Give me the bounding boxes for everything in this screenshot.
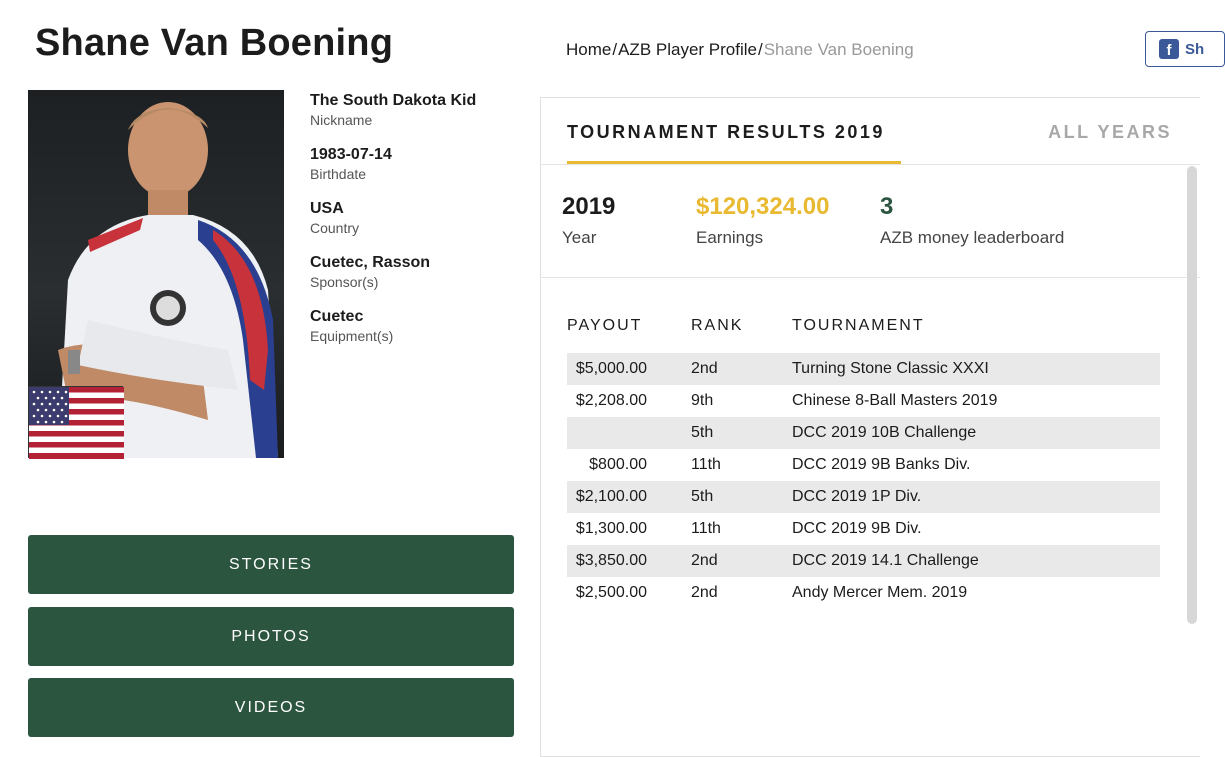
usa-flag-icon xyxy=(28,386,123,458)
row-tournament[interactable]: DCC 2019 9B Banks Div. xyxy=(792,456,971,473)
row-rank: 9th xyxy=(691,392,714,409)
row-spacer xyxy=(647,485,691,509)
row-tournament[interactable]: DCC 2019 14.1 Challenge xyxy=(792,552,979,569)
breadcrumb-separator: / xyxy=(757,40,763,59)
row-spacer xyxy=(647,389,691,413)
results-table xyxy=(567,298,1160,609)
stories-button[interactable]: STORIES xyxy=(28,535,514,594)
info-equipment xyxy=(310,306,530,346)
stat-label: Year xyxy=(562,228,597,247)
info-value: Cuetec, Rasson xyxy=(310,254,431,271)
header-tournament: TOURNAMENT xyxy=(792,316,925,334)
row-spacer xyxy=(647,421,691,445)
row-tournament[interactable]: DCC 2019 10B Challenge xyxy=(792,424,977,441)
row-tournament[interactable]: DCC 2019 9B Div. xyxy=(792,520,922,537)
videos-button[interactable]: VIDEOS xyxy=(28,678,514,737)
table-row xyxy=(567,449,1160,481)
table-row xyxy=(567,545,1160,577)
table-row xyxy=(567,385,1160,417)
share-label: Sh xyxy=(1185,40,1205,58)
info-country xyxy=(310,198,530,238)
breadcrumb xyxy=(566,40,914,60)
info-birthdate xyxy=(310,144,530,184)
table-row xyxy=(567,513,1160,545)
row-payout: $800.00 xyxy=(589,456,647,473)
stat-label: Earnings xyxy=(696,228,764,247)
table-row xyxy=(567,353,1160,385)
breadcrumb-separator: / xyxy=(612,40,618,59)
info-label: Equipment(s) xyxy=(310,328,394,344)
row-tournament[interactable]: Andy Mercer Mem. 2019 xyxy=(792,584,968,601)
info-label: Sponsor(s) xyxy=(310,274,379,290)
row-rank: 11th xyxy=(691,520,721,537)
tab-results-2019[interactable]: TOURNAMENT RESULTS 2019 xyxy=(567,122,885,142)
stat-year xyxy=(562,192,615,248)
tournament-results-panel xyxy=(540,97,1200,757)
info-label: Nickname xyxy=(310,112,373,128)
player-name: Shane Van Boening xyxy=(35,22,394,64)
player-info xyxy=(310,90,530,360)
row-payout: $5,000.00 xyxy=(575,360,647,377)
row-rank: 5th xyxy=(691,424,714,441)
info-sponsors xyxy=(310,252,530,292)
facebook-share-button[interactable] xyxy=(1145,31,1225,67)
results-summary xyxy=(541,165,1200,278)
row-spacer xyxy=(647,453,691,477)
active-tab-indicator xyxy=(567,161,901,164)
stat-value: $120,324.00 xyxy=(696,193,830,220)
info-value: The South Dakota Kid xyxy=(310,92,477,109)
stat-label: AZB money leaderboard xyxy=(880,228,1065,247)
row-payout: $2,208.00 xyxy=(575,392,647,409)
stat-value: 3 xyxy=(880,193,894,220)
table-row xyxy=(567,417,1160,449)
row-tournament[interactable]: Chinese 8-Ball Masters 2019 xyxy=(792,392,998,409)
breadcrumb-section[interactable]: AZB Player Profile xyxy=(618,40,757,59)
info-label: Birthdate xyxy=(310,166,367,182)
breadcrumb-home[interactable]: Home xyxy=(566,40,612,59)
stat-leaderboard xyxy=(880,192,1064,248)
row-spacer xyxy=(647,357,691,381)
row-rank: 2nd xyxy=(691,552,718,569)
row-tournament[interactable]: DCC 2019 1P Div. xyxy=(792,488,922,505)
row-spacer xyxy=(647,517,691,541)
row-rank: 2nd xyxy=(691,584,718,601)
table-row xyxy=(567,577,1160,609)
row-payout: $3,850.00 xyxy=(575,552,647,569)
photos-button[interactable]: PHOTOS xyxy=(28,607,514,666)
results-rows xyxy=(567,353,1160,609)
row-payout: $1,300.00 xyxy=(575,520,647,537)
tab-all-years[interactable]: ALL YEARS xyxy=(1048,122,1172,142)
info-value: 1983-07-14 xyxy=(310,146,392,163)
row-spacer xyxy=(647,581,691,605)
info-value: Cuetec xyxy=(310,308,364,325)
breadcrumb-current: Shane Van Boening xyxy=(763,40,914,59)
stat-value: 2019 xyxy=(562,193,616,220)
results-tabs xyxy=(541,98,1200,165)
row-rank: 11th xyxy=(691,456,721,473)
header-payout: PAYOUT xyxy=(567,316,643,334)
row-payout: $2,500.00 xyxy=(575,584,647,601)
row-rank: 2nd xyxy=(691,360,718,377)
info-value: USA xyxy=(310,200,344,217)
results-header xyxy=(567,298,1160,353)
row-payout: $2,100.00 xyxy=(575,488,647,505)
row-spacer xyxy=(647,549,691,573)
row-payout xyxy=(567,421,647,445)
info-label: Country xyxy=(310,220,360,236)
header-rank: RANK xyxy=(691,316,744,334)
facebook-icon: f xyxy=(1159,39,1179,59)
info-nickname xyxy=(310,90,530,130)
row-tournament[interactable]: Turning Stone Classic XXXI xyxy=(792,360,989,377)
table-row xyxy=(567,481,1160,513)
row-rank: 5th xyxy=(691,488,714,505)
results-scrollbar[interactable] xyxy=(1187,166,1197,624)
stat-earnings xyxy=(696,192,829,248)
